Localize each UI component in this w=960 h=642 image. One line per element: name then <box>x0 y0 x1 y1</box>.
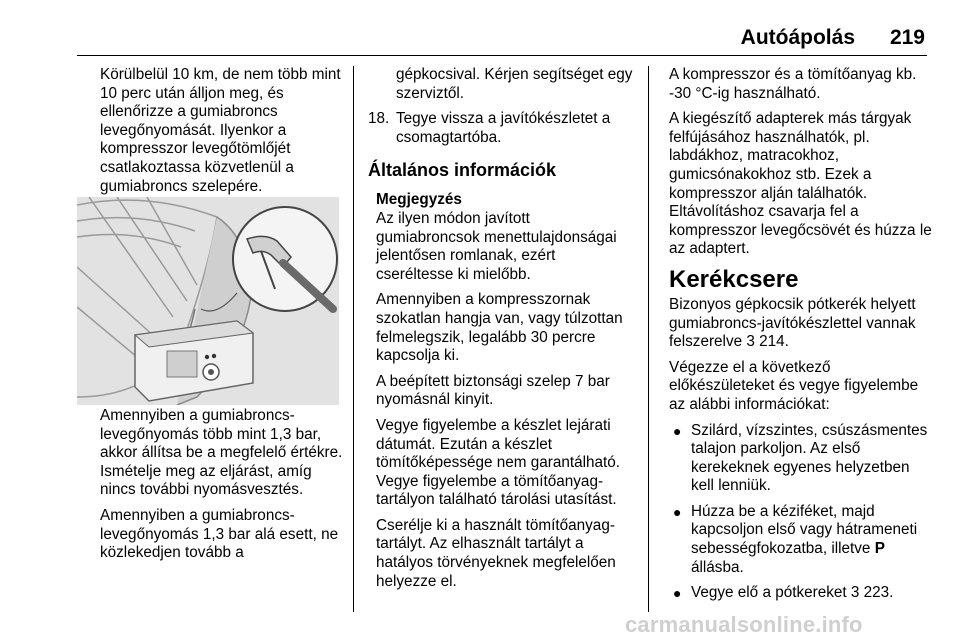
step-18-text: Tegye vissza a javítókészletet a csomagtartóba. <box>396 110 611 146</box>
watermark: carmanualsonline.info <box>625 612 863 637</box>
header-section-title: Autóápolás <box>740 26 855 49</box>
col2-continuation: gépkocsival. Kérjen segítséget egy szerviztől. <box>396 66 633 102</box>
col3-paragraph-4: Végezze el a következő előkészületeket és vegye figyelembe az alábbi információkat: <box>669 358 919 413</box>
col2-paragraph-1: Amennyiben a kompresszornak szokatlan hangja van, vagy túlzottan felmelegszik, legalább 30 percre kapcsolja ki. <box>376 291 623 365</box>
col3-paragraph-3: Bizonyos gépkocsik pótkerék helyett gumiabroncs-javítókészlettel vannak felszerelve 3 214. <box>669 295 916 351</box>
column-1-lower <box>100 407 345 570</box>
page-header <box>77 22 927 56</box>
page-number: 219 <box>889 26 925 49</box>
note-text: Az ilyen módon javított gumiabroncsok menettulajdonságai jelentősen romlanak, ezért cseréltesse ki mielőbb. <box>376 209 617 283</box>
compressor-tire-illustration <box>77 197 339 405</box>
page-reference-link[interactable]: 223. <box>863 584 894 602</box>
column-2 <box>368 66 636 598</box>
col2-paragraph-2: A beépített biztonsági szelep 7 bar nyomásnál kinyit. <box>376 372 610 409</box>
chapter-title-wheel-change: Kerékcsere <box>669 265 799 293</box>
gear-position-p: P <box>874 540 885 558</box>
col2-paragraph-4: Cserélje ki a használt tömítőanyag-tartályt. Az elhasznált tartályt a hatályos törvényeknek megfelelően helyezze el. <box>376 516 616 590</box>
note-label: Megjegyzés <box>376 191 462 209</box>
bullet-icon: ● <box>673 422 682 439</box>
column-3 <box>669 66 934 610</box>
note-block <box>368 191 636 591</box>
bullet-icon: ● <box>673 585 682 602</box>
page-reference-link[interactable]: 214. <box>759 333 789 351</box>
column-1 <box>100 66 345 203</box>
column-divider-2 <box>648 66 649 612</box>
page-reference-arrow-icon: 3 <box>746 333 755 351</box>
col3-paragraph-1: A kompresszor és a tömítőanyag kb. -30 °C-ig használható. <box>669 66 917 102</box>
list-item: ● Szilárd, vízszintes, csúszásmentes talajon parkoljon. Az első kerekeknek egyenes helyzetben kell lenniük. <box>673 421 928 495</box>
col2-paragraph-3: Vegye figyelembe a készlet lejárati dátumát. Ezután a készlet tömítőképessége nem garantálható. Vegye figyelembe a tömítőanyag-tartályon található tárolási utasítást. <box>376 416 621 509</box>
page-reference-arrow-icon: 3 <box>850 584 860 602</box>
preparation-list <box>669 422 934 603</box>
list-item: ● Vegye elő a pótkereket 3 223. <box>673 584 894 602</box>
step-18-number: 18. <box>368 110 390 128</box>
col1-paragraph-2: Amennyiben a gumiabroncs-levegőnyomás több mint 1,3 bar, akkor állítsa be a megfelelő értékre. Ismételje meg az eljárást, amíg nincs további nyomásvesztés. <box>100 407 343 499</box>
col1-paragraph-3: Amennyiben a gumiabroncs-levegőnyomás 1,3 bar alá esett, ne közlekedjen tovább a <box>100 506 339 562</box>
list-item: ● Húzza be a kéziféket, majd kapcsoljon első vagy hátrameneti sebességfokozatba, illetve P állásba. <box>673 502 918 576</box>
steps-list <box>368 110 636 147</box>
col3-paragraph-2: A kiegészítő adapterek más tárgyak felfújásához használhatók, pl. labdákhoz, matracokhoz, gumicsónakokhoz stb. Ezek a kompresszor alján találhatók. Eltávolításhoz csavarja fel a kompresszor levegőcsövét és húzza le az adaptert. <box>669 110 932 258</box>
section-title-general-info: Általános információk <box>368 160 557 181</box>
col1-paragraph-1: Körülbelül 10 km, de nem több mint 10 perc után álljon meg, és ellenőrizze a gumiabroncs levegőnyomását. Ilyenkor a kompresszor levegőtömlőjét csatlakoztassa közvetlenül a gumiabroncs szelepére. <box>100 66 341 195</box>
bullet-icon: ● <box>673 503 682 520</box>
step-18 <box>368 110 636 147</box>
column-divider-1 <box>353 66 354 612</box>
